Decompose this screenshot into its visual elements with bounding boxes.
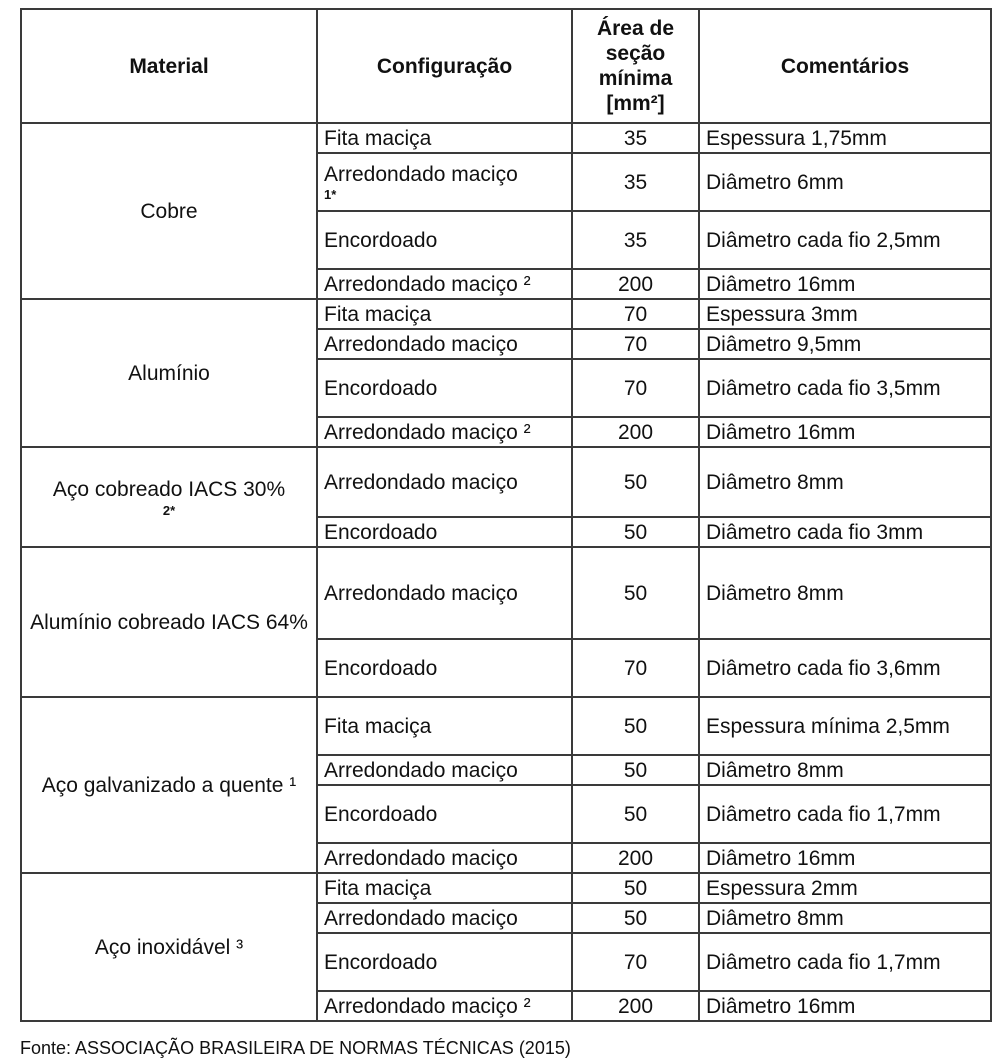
- area-cell: 200: [572, 417, 699, 447]
- comment-cell: Diâmetro 9,5mm: [699, 329, 991, 359]
- config-cell: [317, 843, 572, 873]
- config-cell: [317, 547, 572, 639]
- config-cell: [317, 873, 572, 903]
- comment-cell: Diâmetro 8mm: [699, 755, 991, 785]
- config-label: Fita maciça: [324, 302, 432, 326]
- config-cell: [317, 903, 572, 933]
- area-cell: 50: [572, 755, 699, 785]
- material-footnote-mark: 2*: [162, 503, 176, 518]
- material-cell: [21, 299, 317, 447]
- material-cell: [21, 873, 317, 1021]
- area-cell: 50: [572, 785, 699, 843]
- comment-cell: Diâmetro cada fio 1,7mm: [699, 785, 991, 843]
- config-label: Encordoado: [324, 950, 438, 974]
- material-label: Cobre: [140, 199, 198, 223]
- config-cell: [317, 933, 572, 991]
- area-cell: 70: [572, 299, 699, 329]
- table-row: [21, 299, 991, 329]
- material-label: Aço inoxidável ³: [94, 935, 244, 959]
- area-cell: 35: [572, 211, 699, 269]
- area-cell: 70: [572, 639, 699, 697]
- config-cell: [317, 329, 572, 359]
- comment-cell: Diâmetro 8mm: [699, 447, 991, 517]
- config-cell: [317, 123, 572, 153]
- comment-cell: Diâmetro cada fio 3mm: [699, 517, 991, 547]
- config-cell: [317, 785, 572, 843]
- config-cell: [317, 359, 572, 417]
- comment-cell: Diâmetro 16mm: [699, 417, 991, 447]
- header-material: Material: [21, 9, 317, 123]
- config-label: Encordoado: [324, 520, 438, 544]
- comment-cell: Espessura 3mm: [699, 299, 991, 329]
- config-cell: [317, 269, 572, 299]
- conductor-table: [20, 8, 992, 1022]
- source-caption: Fonte: ASSOCIAÇÃO BRASILEIRA DE NORMAS TÉCNICAS (2015): [20, 1038, 571, 1058]
- config-label: Arredondado maciço ²: [324, 420, 531, 444]
- config-label: Encordoado: [324, 228, 438, 252]
- header-config: Configuração: [317, 9, 572, 123]
- material-label: Aço cobreado IACS 30%: [52, 478, 286, 501]
- comment-cell: Diâmetro cada fio 1,7mm: [699, 933, 991, 991]
- table-row: [21, 873, 991, 903]
- area-cell: 50: [572, 447, 699, 517]
- config-label: Arredondado maciço: [324, 906, 518, 930]
- header-area: Área de seção mínima [mm²]: [572, 9, 699, 123]
- comment-cell: Espessura mínima 2,5mm: [699, 697, 991, 755]
- area-cell: 35: [572, 123, 699, 153]
- area-cell: 50: [572, 873, 699, 903]
- table-row: [21, 697, 991, 755]
- table-row: [21, 447, 991, 517]
- config-label: Arredondado maciço: [324, 470, 518, 494]
- material-cell: [21, 697, 317, 873]
- config-cell: [317, 697, 572, 755]
- material-label: Alumínio: [128, 361, 210, 385]
- area-cell: 70: [572, 359, 699, 417]
- config-label: Arredondado maciço ²: [324, 994, 531, 1018]
- area-cell: 50: [572, 697, 699, 755]
- config-label: Fita maciça: [324, 714, 432, 738]
- config-label: Arredondado maciço: [324, 332, 518, 356]
- config-cell: [317, 517, 572, 547]
- config-cell: [317, 299, 572, 329]
- comment-cell: Diâmetro 8mm: [699, 903, 991, 933]
- area-cell: 35: [572, 153, 699, 211]
- comment-cell: Diâmetro 16mm: [699, 843, 991, 873]
- config-cell: [317, 211, 572, 269]
- config-cell: [317, 991, 572, 1021]
- comment-cell: Diâmetro cada fio 3,6mm: [699, 639, 991, 697]
- header-row: [21, 9, 991, 123]
- config-cell: [317, 417, 572, 447]
- area-cell: 50: [572, 547, 699, 639]
- config-label: Arredondado maciço: [324, 162, 518, 186]
- config-cell: [317, 153, 572, 211]
- comment-cell: Diâmetro cada fio 3,5mm: [699, 359, 991, 417]
- table-row: [21, 547, 991, 639]
- config-cell: [317, 639, 572, 697]
- material-label: Alumínio cobreado IACS 64%: [30, 610, 308, 634]
- material-label: Aço galvanizado a quente ¹: [41, 773, 297, 797]
- area-cell: 70: [572, 329, 699, 359]
- comment-cell: Diâmetro 8mm: [699, 547, 991, 639]
- config-label: Encordoado: [324, 656, 438, 680]
- area-cell: 50: [572, 903, 699, 933]
- config-footnote-mark: 1*: [324, 186, 337, 202]
- config-label: Encordoado: [324, 802, 438, 826]
- config-label: Arredondado maciço: [324, 758, 518, 782]
- comment-cell: Diâmetro cada fio 2,5mm: [699, 211, 991, 269]
- table-body: [21, 123, 991, 1021]
- area-cell: 200: [572, 843, 699, 873]
- comment-cell: Diâmetro 6mm: [699, 153, 991, 211]
- comment-cell: Espessura 2mm: [699, 873, 991, 903]
- comment-cell: Espessura 1,75mm: [699, 123, 991, 153]
- config-label: Arredondado maciço ²: [324, 272, 531, 296]
- area-cell: 70: [572, 933, 699, 991]
- area-cell: 200: [572, 991, 699, 1021]
- material-cell: [21, 447, 317, 547]
- comment-cell: Diâmetro 16mm: [699, 991, 991, 1021]
- table-row: [21, 123, 991, 153]
- material-cell: [21, 123, 317, 299]
- config-label: Arredondado maciço: [324, 581, 518, 605]
- material-cell: [21, 547, 317, 697]
- comment-cell: Diâmetro 16mm: [699, 269, 991, 299]
- config-label: Arredondado maciço: [324, 846, 518, 870]
- config-cell: [317, 447, 572, 517]
- config-label: Fita maciça: [324, 126, 432, 150]
- config-label: Encordoado: [324, 376, 438, 400]
- header-comments: Comentários: [699, 9, 991, 123]
- area-cell: 50: [572, 517, 699, 547]
- config-cell: [317, 755, 572, 785]
- config-label: Fita maciça: [324, 876, 432, 900]
- area-cell: 200: [572, 269, 699, 299]
